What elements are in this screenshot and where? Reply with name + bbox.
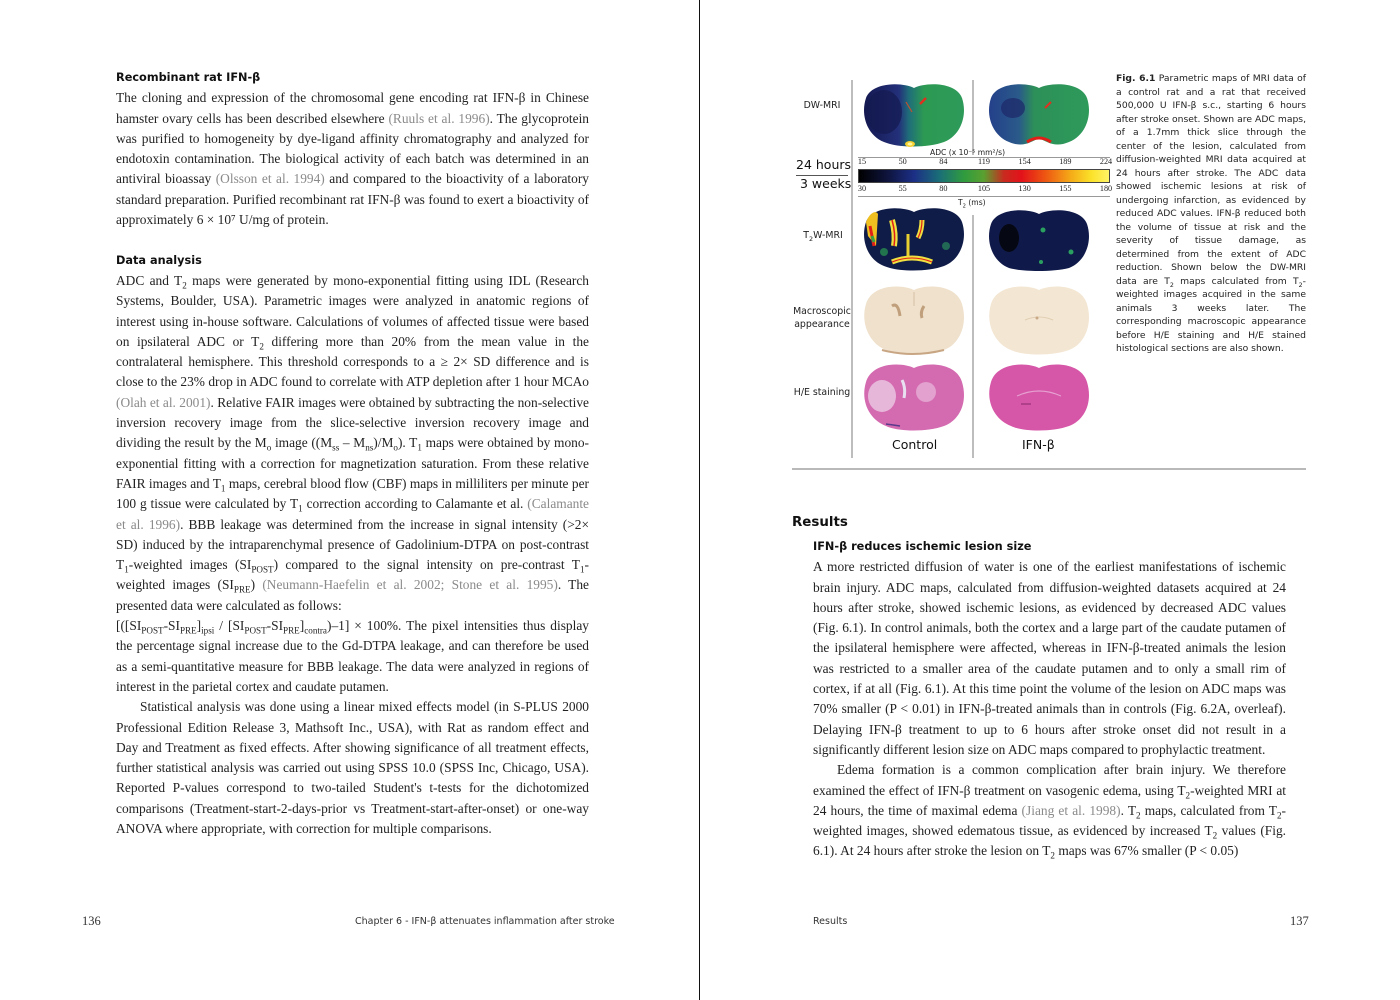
text-run: . The glycoprotein was purified to homogeneity by dye-ligand affinity chromatography and analyzed for endotoxin contamination. The biological activity of each batch was determined in an antiviral bioassay: [116, 110, 589, 187]
subscript: 1: [579, 564, 585, 575]
text-run: maps, calculated from T: [1140, 802, 1277, 818]
text-run: maps were obtained by mono-exponential fitting with a correction for magnetization saturation. From these relative FAIR images and T: [116, 435, 589, 491]
text-run: -weighted images (SI: [116, 557, 589, 593]
citation-link[interactable]: (Olsson et al. 1994): [215, 171, 325, 187]
section-heading-data-analysis: Data analysis: [116, 253, 202, 267]
subscript: PRE: [233, 585, 251, 596]
subscript: 2: [182, 280, 187, 291]
brain-image-macroscopic-control: [862, 284, 966, 356]
formula-part: -SI: [163, 618, 180, 634]
subscript: 1: [124, 564, 129, 575]
subscript: ipsi: [201, 625, 215, 636]
brain-image-he-ifn: [987, 362, 1091, 432]
label-part: T: [958, 198, 963, 207]
subscript: 2: [1050, 851, 1055, 862]
colorbar-t2-tick-label: 30: [857, 184, 867, 193]
text-run: ADC and T: [116, 272, 183, 288]
brain-image-dw-mri-ifn: [987, 82, 1091, 148]
figure-label-divider: [851, 80, 853, 458]
colorbar-adc-tick-label: 154: [1018, 157, 1031, 166]
label-part: Macroscopic: [793, 306, 851, 317]
text-run: and compared to the bioactivity of a laboratory standard preparation. Purified recombinant rat IFN-β was found to exert a bioactivity of approximately 6 × 10⁷ U/mg of protein.: [116, 171, 590, 228]
colorbar-t2-tick-label: 105: [977, 184, 991, 193]
brain-image-t2w-control: [862, 203, 966, 272]
subscript: PRE: [179, 625, 197, 636]
label-part: W-MRI: [813, 230, 843, 241]
text-run: . T: [1120, 802, 1137, 818]
column-label-ifn-beta: IFN-β: [1022, 437, 1055, 452]
formula-part: / [SI: [214, 618, 245, 634]
time-label-3-weeks: 3 weeks: [800, 176, 852, 191]
paragraph-data-analysis: [116, 271, 589, 839]
brain-image-he-control: [862, 362, 966, 432]
subscript: 1: [298, 503, 303, 514]
text-run: )/M: [373, 435, 394, 451]
subscript: 2: [1185, 790, 1191, 801]
formula: [116, 618, 402, 636]
colorbar-adc-tick-label: 50: [898, 157, 907, 166]
right-column: [813, 537, 1286, 862]
results-subheading: IFN-β reduces ischemic lesion size: [813, 540, 1032, 553]
paragraph-recombinant: [116, 88, 589, 230]
subscript: 2: [1136, 810, 1141, 821]
row-label-t2w-mri: [798, 229, 848, 242]
brain-image-dw-mri-control: [862, 82, 966, 148]
colorbar-t2-tick-label: 180: [1099, 184, 1113, 193]
subscript: 2: [259, 341, 264, 352]
text-run: . The presented data were calculated as follows:: [116, 577, 589, 613]
subscript: POST: [251, 564, 274, 575]
colorbar-t2-tick-label: 55: [898, 184, 907, 193]
figure-column-divider-bottom: [972, 215, 974, 458]
caption-label: Fig. 6.1: [1116, 73, 1156, 84]
text-run: The cloning and expression of the chromosomal gene encoding rat IFN-β in Chinese hamster ovary cells has been described elsewhere: [116, 90, 589, 126]
text-run: – M: [339, 435, 366, 451]
subscript: o: [393, 443, 398, 454]
left-column: [116, 68, 589, 839]
colorbar-adc-tick-label: 15: [857, 157, 867, 166]
caption-text: maps calculated from T: [1173, 275, 1299, 287]
section-heading-recombinant: Recombinant rat IFN-β: [116, 71, 261, 84]
text-run: . Relative FAIR images were obtained by subtracting the non-selective inversion recovery image from the slice-selective inversion recovery image and dividing the result by the M: [116, 394, 589, 451]
row-label-dw-mri: DW-MRI: [803, 100, 841, 111]
label-part: T: [803, 230, 810, 241]
citation-link[interactable]: (Calamante et al. 1996): [116, 496, 589, 532]
citation-link[interactable]: (Neumann-Haefelin et al. 2002; Stone et al. 1995): [262, 577, 558, 593]
colorbar-adc-tick-label: 189: [1059, 157, 1072, 166]
text-run: maps were generated by mono-exponential fitting using IDL (Research Systems, Boulder, USA). Parametric images were analyzed in anatomic regions of interest using in-house software. Calculations of volumes of affected tissue were based on ipsilateral ADC or T: [116, 272, 589, 349]
label-part: appearance: [794, 319, 850, 330]
caption-text: -weighted images acquired in the same animals 3 weeks later. The corresponding macroscopic appearance before H/E staining and H/E stained histological sections are also shown.: [1116, 275, 1306, 354]
text-run: image ((M: [271, 435, 333, 451]
text-run: differing more than 20% from the mean value in the contralateral hemisphere. This threshold corresponds to a ≥ 2× SD difference and is close to the 23% drop in ADC found to correlate with ATP depletion after 1 hour MCAo: [116, 333, 589, 390]
results-text: [813, 557, 1286, 861]
text-run: values (Fig. 6.1). At 24 hours after stroke the lesion on T: [813, 823, 1286, 859]
running-head-right: Results: [813, 916, 848, 927]
citation-link[interactable]: (Jiang et al. 1998): [1021, 802, 1121, 818]
colorbar-t2-tick-label: 155: [1059, 184, 1072, 193]
subscript: POST: [244, 625, 267, 636]
brain-image-macroscopic-ifn: [987, 284, 1091, 356]
text-run: -weighted images (SI: [128, 557, 252, 573]
subscript: 2: [1212, 830, 1218, 841]
text-run: ) compared to the signal intensity on pre-contrast T: [273, 557, 580, 573]
citation-link[interactable]: (Ruuls et al. 1996): [388, 110, 490, 126]
text-run: -weighted MRI at 24 hours, the time of maximal edema: [813, 782, 1287, 818]
results-heading: Results: [792, 515, 848, 530]
results-paragraph-1: A more restricted diffusion of water is one of the earliest manifestations of ischemic brain injury. ADC maps, calculated from diffusion-weighted datasets acquired at 24 hours after stroke, showed ischemic lesions, as evidenced by decreased ADC values (Fig. 6.1). In control animals, both the cortex and a large part of the caudate putamen of the ipsilateral hemisphere were affected, whereas in IFN-β-treated animals the lesion was restricted to a smaller area of the caudate putamen and to only a small rim of cortex, if at all (Fig. 6.1). At this time point the volume of the lesion on ADC maps was 70% smaller (P < 0.01) in IFN-β-treated animals than in controls (Fig. 6.2A, overleaf). Delaying IFN-β treatment to up to 6 hours after stroke onset did not result in a significantly different lesion size on ADC maps compared to prophylactic treatment.: [813, 559, 1286, 757]
subscript: contra: [304, 625, 327, 636]
running-head-left: Chapter 6 - IFN-β attenuates inflammation after stroke: [355, 916, 615, 927]
results-paragraph-2: [813, 760, 1286, 861]
colorbar-bottom-rule: [858, 196, 1110, 197]
figure-caption: [1116, 72, 1306, 356]
subscript: 2: [1298, 281, 1303, 289]
text-run: -weighted images, showed edematous tissue, as evidenced by increased T: [813, 802, 1286, 839]
brain-image-t2w-ifn: [987, 208, 1091, 272]
text-run: maps was 67% smaller (P < 0.05): [1054, 843, 1239, 859]
subscript: 2: [1169, 281, 1174, 289]
citation-link[interactable]: (Olah et al. 2001): [116, 394, 211, 410]
text-run: ). T: [397, 435, 418, 451]
colorbar-adc-title: ADC (x 10⁻⁵ mm²/s): [930, 148, 1006, 157]
caption-text: Parametric maps of MRI data of a control rat and a rat that received 500,000 U IFN-β s.c., starting 6 hours after stroke onset. Shown are ADC maps, of a 1.7mm thick slice through the center of the lesion, calculated from diffusion-weighted MRI data acquired at 24 hours after stroke. The ADC data showed ischemic lesions at risk of undergoing infarction, as evidenced by reduced ADC values. IFN-β reduced both the volume of tissue at risk and the severity of tissue damage, as determined from the extent of ADC reduction. Shown below the DW-MRI data are T: [1116, 73, 1306, 287]
text-run: Edema formation is a common complication after brain injury. We therefore examined the effect of IFN-β treatment on vasogenic edema, using T: [813, 762, 1286, 798]
subscript: POST: [141, 625, 164, 636]
colorbar-adc-tick-label: 224: [1099, 157, 1113, 166]
time-label-24-hours: 24 hours: [796, 157, 852, 172]
row-label-macroscopic: [790, 305, 854, 331]
colorbar-adc-tick-label: 119: [978, 157, 990, 166]
formula-part: -SI: [266, 618, 284, 634]
formula-part: )–1] × 100%.: [326, 618, 402, 634]
paragraph-statistics: Statistical analysis was done using a linear mixed effects model (in S-PLUS 2000 Professional Edition Release 3, Mathsoft Inc., USA), with Rat as random effect and Day and Treatment as fixed effects. After showing significance of all treatment effects, further statistical analysis was carried out using SPSS 10.0 (SPSS Inc, Chicago, USA). Reported P-values correspond to two-tailed Student's t-tests for the dichotomized comparisons (Treatment-start-2-days-prior vs Treatment-start-after-onset) or one-way ANOVA where appropriate, with correction for multiple comparisons.: [116, 699, 589, 836]
formula-part: ]: [196, 618, 202, 634]
colorbar-t2-tick-label: 80: [939, 184, 948, 193]
column-label-control: Control: [892, 437, 938, 452]
colorbar-t2-tick-label: 130: [1018, 184, 1031, 193]
subscript: ss: [332, 443, 340, 454]
row-label-he-staining: H/E staining: [793, 387, 851, 398]
text-run: . BBB leakage was determined from the increase in signal intensity (>2× SD) induced by the intraparenchymal presence of Gadolinium-DTPA on post-contrast T: [116, 516, 590, 573]
text-run: correction according to Calamante et al.: [302, 496, 528, 512]
colorbar-gradient: [858, 169, 1110, 183]
formula-part: [([SI: [116, 618, 142, 634]
subscript: ns: [365, 443, 374, 454]
text-run: The pixel intensities thus display the percentage signal increase due to the Gd-DTPA leakage, and can therefore be used as a semi-quantitative measure for BBB leakage. The data were analyzed in regions of interest in the parietal cortex and caudate putamen.: [116, 618, 589, 694]
figure-bottom-rule: [792, 468, 1306, 470]
right-page: [700, 0, 1400, 1000]
formula-part: ]: [299, 618, 305, 634]
subscript: o: [266, 443, 272, 454]
subscript: PRE: [283, 625, 300, 636]
text-run: ): [250, 577, 263, 593]
subscript: 1: [220, 483, 226, 494]
label-part: (ms): [965, 198, 986, 207]
colorbar-adc-tick-label: 84: [939, 157, 948, 166]
figure-column-divider-top: [972, 80, 974, 155]
subscript: 2: [1276, 810, 1282, 821]
subscript: 2: [962, 203, 966, 210]
subscript: 2: [809, 234, 814, 243]
page-number-right: 137: [1290, 914, 1309, 928]
page-number-left: 136: [82, 914, 101, 928]
subscript: 1: [417, 443, 422, 454]
text-run: maps, cerebral blood flow (CBF) maps in milliliters per minute per 100 g tissue were calculated by T: [116, 475, 589, 512]
